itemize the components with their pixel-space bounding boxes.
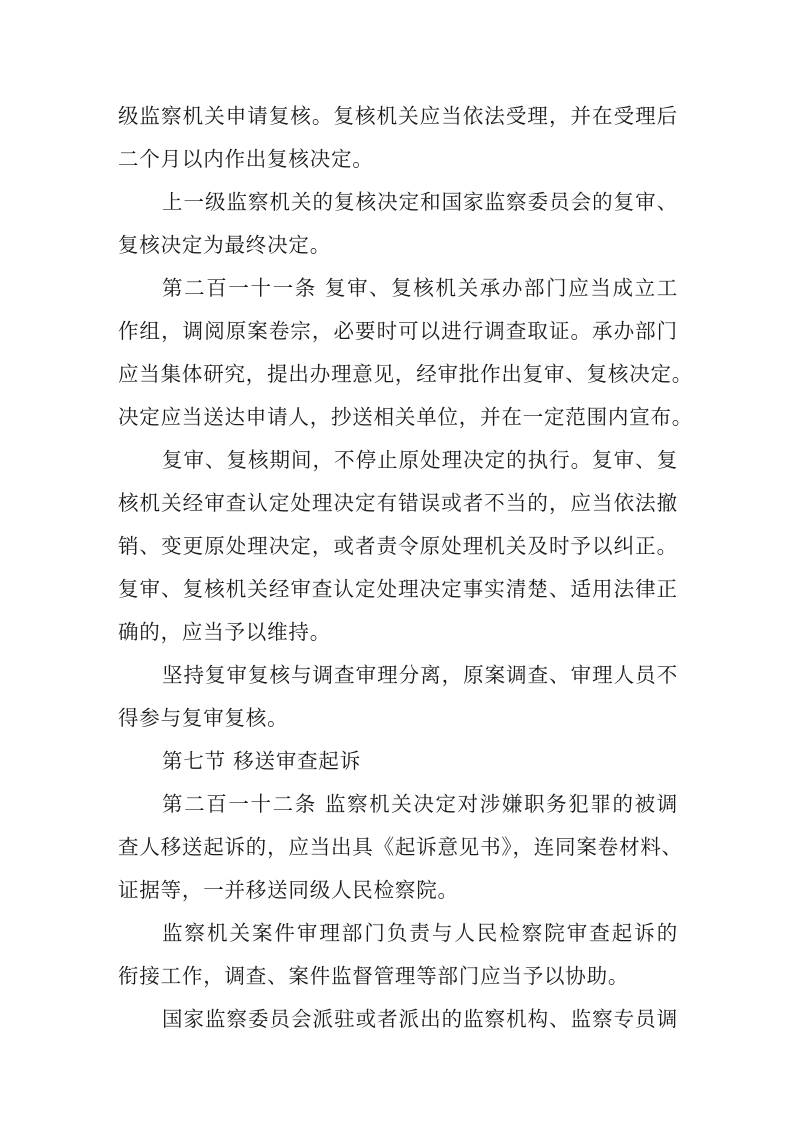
text-line: 查人移送起诉的，应当出具《起诉意见书》，连同案卷材料、	[118, 835, 683, 859]
text-line: 监察机关案件审理部门负责与人民检察院审查起诉的	[162, 921, 678, 945]
text-line: 作组，调阅原案卷宗，必要时可以进行调查取证。承办部门	[118, 319, 678, 343]
section-heading: 第七节 移送审查起诉	[162, 749, 362, 773]
text-line: 复审、复核期间，不停止原处理决定的执行。复审、复	[162, 448, 678, 472]
text-line: 国家监察委员会派驻或者派出的监察机构、监察专员调	[162, 1007, 678, 1031]
text-line: 核机关经审查认定处理决定有错误或者不当的，应当依法撤	[118, 491, 678, 515]
text-line: 应当集体研究，提出办理意见，经审批作出复审、复核决定。	[118, 362, 694, 386]
article-heading-line: 第二百一十一条 复审、复核机关承办部门应当成立工	[162, 276, 678, 300]
text-line: 得参与复审复核。	[118, 706, 289, 730]
text-line: 复核决定为最终决定。	[118, 233, 331, 257]
text-line: 上一级监察机关的复核决定和国家监察委员会的复审、	[162, 190, 678, 214]
text-line: 二个月以内作出复核决定。	[118, 147, 374, 171]
text-line: 确的，应当予以维持。	[118, 620, 331, 644]
article-heading-line: 第二百一十二条 监察机关决定对涉嫌职务犯罪的被调	[162, 792, 678, 816]
text-line: 证据等，一并移送同级人民检察院。	[118, 878, 459, 902]
text-line: 销、变更原处理决定，或者责令原处理机关及时予以纠正。	[118, 534, 678, 558]
text-line: 坚持复审复核与调查审理分离，原案调查、审理人员不	[162, 663, 678, 687]
text-line: 级监察机关申请复核。复核机关应当依法受理，并在受理后	[118, 104, 678, 128]
text-line: 复审、复核机关经审查认定处理决定事实清楚、适用法律正	[118, 577, 678, 601]
text-line: 决定应当送达申请人，抄送相关单位，并在一定范围内宣布。	[118, 405, 694, 429]
text-line: 衔接工作，调查、案件监督管理等部门应当予以协助。	[118, 964, 630, 988]
